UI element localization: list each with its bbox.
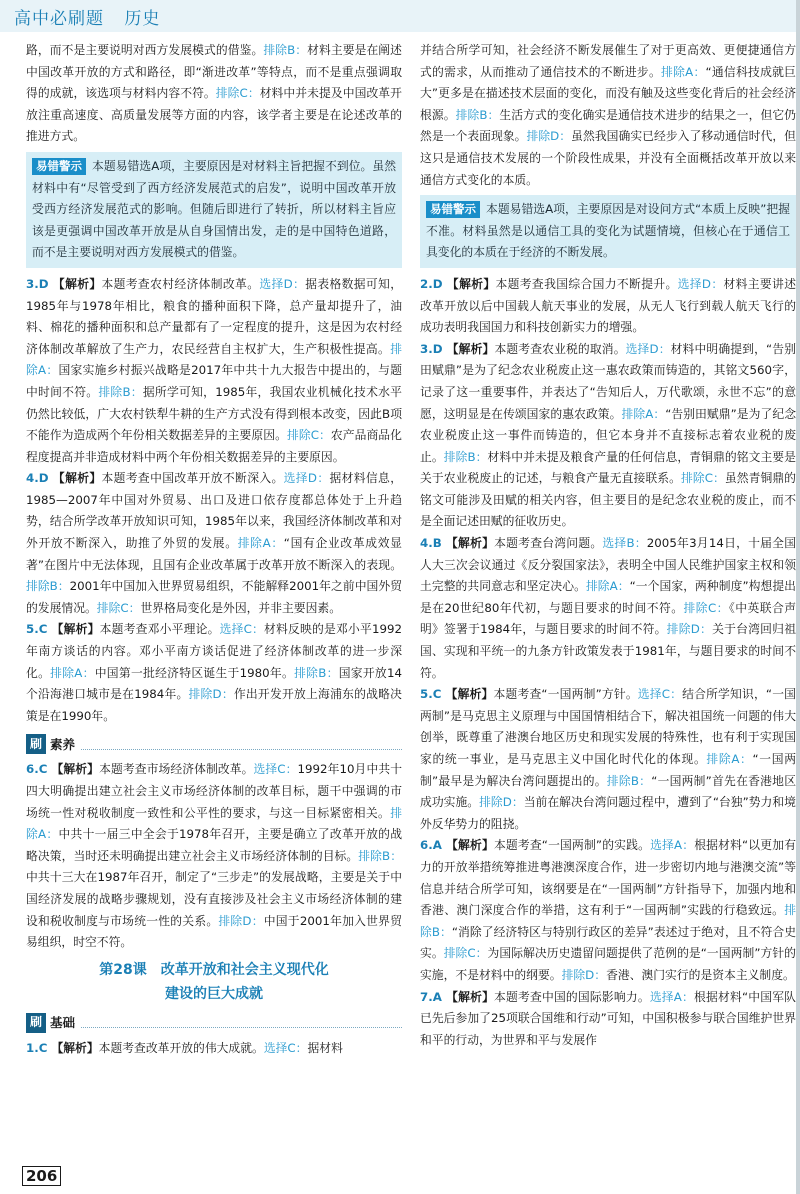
text-run: 本题考查改革开放的伟大成就。 bbox=[98, 1040, 264, 1055]
text-run: 据材料信息，1985—2007年中国对外贸易、出口及进口依存度都总体处于上升趋势，结合所学改革开放知识可知，1985年以来，我国经济体制改革和对外开放不断深入，助推了外贸的发展。 bbox=[26, 471, 402, 551]
text-run: “一国两制”首先在香港地区成功实施。 bbox=[420, 773, 796, 810]
text-run: 本题考查我国综合国力不断提升。 bbox=[495, 276, 678, 291]
option-marker: 排除D： bbox=[188, 687, 234, 702]
text-run: 关于台湾回归祖国、实现和平统一的九条方针政策发表于1981年，与题目要求的时间不符。 bbox=[420, 622, 796, 680]
analysis-label: 【解析】 bbox=[442, 341, 495, 356]
text-run: 路，而不是主要说明对西方发展模式的借鉴。 bbox=[26, 43, 264, 57]
lesson-title-line1: 第28课 改革开放和社会主义现代化 bbox=[99, 961, 329, 978]
section-label: 素养 bbox=[50, 736, 76, 752]
option-marker: 排除B： bbox=[443, 449, 488, 464]
option-marker: 排除B： bbox=[26, 579, 70, 594]
option-marker: 排除D： bbox=[561, 967, 607, 982]
book-spine-edge bbox=[796, 0, 800, 1194]
option-marker: 排除B： bbox=[98, 384, 143, 399]
text-run: “告别田赋鼎”是为了纪念农业税废止这一事件而铸造的，但它本身并不直接标志着农业税的废止。 bbox=[420, 406, 796, 464]
option-marker: 排除D： bbox=[526, 129, 572, 144]
option-marker: 排除B： bbox=[358, 848, 402, 863]
answer-paragraph bbox=[420, 40, 796, 191]
analysis-label: 【解析】 bbox=[441, 687, 494, 702]
text-run: 中共十三大在1987年召开，制定了“三步走”的发展战略，主要是关于中国经济发展的战略步骤规划，没有直接涉及社会主义市场经济体制的建设和税收制度与市场统一性的关系。 bbox=[26, 870, 402, 928]
text-run: 本题考查“一国两制”的实践。 bbox=[493, 838, 651, 853]
answer-item-6 bbox=[420, 835, 796, 986]
text-run: 生活方式的变化确实是通信技术进步的结果之一，但它仍然是一个表面现象。 bbox=[420, 107, 796, 144]
text-run: 结合所学知识，“一国两制”是马克思主义原理与中国国情相结合下，解决祖国统一问题的伟大创举，既尊重了港澳台地区历史和现实发展的特殊性，也有利于实现国家的统一事业，是马克思主义中国化时代化的体现。 bbox=[420, 687, 796, 766]
section-label: 基础 bbox=[50, 1014, 76, 1030]
analysis-label: 【解析】 bbox=[441, 838, 494, 853]
text-run: 本题考查“一国两制”方针。 bbox=[493, 687, 638, 702]
option-marker: 排除C： bbox=[96, 600, 141, 615]
text-run: 据表格数据可知，1985年与1978年相比，粮食的播种面积下降，总产量却提升了，油料、棉花的播种面积和总产量都有了一定程度的提升，这是因为农村经济体制改革解放了生产力，农民经营自主权扩大，生产积极性提高。 bbox=[26, 276, 402, 356]
option-marker: 选择C： bbox=[637, 687, 683, 702]
text-run: “一个国家，两种制度”构想提出是在20世纪80年代初，与题目要求的时间不符。 bbox=[420, 579, 796, 615]
option-marker: 排除B： bbox=[455, 107, 500, 122]
warning-tag: 易错警示 bbox=[32, 158, 86, 175]
analysis-label: 【解析】 bbox=[47, 622, 100, 637]
option-marker: 排除D： bbox=[218, 913, 264, 928]
text-run: 根据材料“中国军队已先后参加了25项联合国维和行动”可知，中国积极参与联合国维护世界和平的行动，为世界和平与发展作 bbox=[420, 989, 796, 1047]
text-run: 农产品商品化程度提高并非造成材料中两个年份相关数据差异的主要原因。 bbox=[26, 428, 402, 464]
text-run: 中国第一批经济特区诞生于1980年。 bbox=[94, 665, 295, 680]
answer-item-7 bbox=[420, 987, 796, 1052]
question-number: 6.C bbox=[26, 762, 48, 777]
analysis-label: 【解析】 bbox=[47, 762, 100, 777]
question-number: 6.A bbox=[420, 838, 442, 853]
text-run: “国有企业改革成效显著”在图片中无法体现，且国有企业改革属于改革开放不断深入的表现。 bbox=[26, 536, 402, 572]
option-marker: 排除A： bbox=[237, 536, 284, 551]
left-column bbox=[26, 40, 402, 1059]
text-run: 本题考查农村经济体制改革。 bbox=[101, 276, 260, 291]
right-column bbox=[420, 40, 796, 1051]
option-marker: 排除B： bbox=[606, 773, 652, 788]
text-run: 为国际解决历史遗留问题提供了范例的是“一国两制”方针的实施，不是材料中的纲要。 bbox=[420, 946, 796, 982]
option-marker: 排除D： bbox=[479, 795, 524, 810]
answer-item-4 bbox=[26, 468, 402, 619]
answer-item-3 bbox=[26, 274, 402, 468]
text-run: 材料中并未提及粮食产量的任何信息，青铜鼎的铭文主要是关于农业税废止的记述，与粮食产量无直接联系。 bbox=[420, 449, 796, 486]
answer-item-3 bbox=[420, 339, 796, 533]
text-run: 中国于2001年加入世界贸易组织，时空不符。 bbox=[26, 913, 402, 950]
option-marker: 排除C： bbox=[215, 86, 260, 101]
question-number: 5.C bbox=[420, 687, 442, 702]
question-number: 7.A bbox=[420, 989, 442, 1004]
text-run: 本题考查邓小平理论。 bbox=[99, 622, 220, 637]
page-header bbox=[14, 4, 174, 29]
text-run: 2005年3月14日，十届全国人大三次会议通过《反分裂国家法》，表明全中国人民维护国家主权和领土完整的共同意志和坚定决心。 bbox=[420, 536, 797, 594]
option-marker: 选择D： bbox=[677, 276, 724, 291]
analysis-label: 【解析】 bbox=[48, 471, 102, 486]
answer-item-1 bbox=[26, 1038, 402, 1060]
question-number: 2.D bbox=[420, 276, 443, 291]
option-marker: 选择D： bbox=[625, 341, 671, 356]
option-marker: 选择C： bbox=[253, 762, 298, 777]
text-run: 虽然青铜鼎的铭文可能涉及田赋的相关内容，但主要目的是纪念农业税的废止，而不是全面记述田赋的征收历史。 bbox=[420, 471, 796, 529]
answer-item-5 bbox=[26, 619, 402, 727]
answer-item-5 bbox=[420, 684, 796, 835]
option-marker: 选择A： bbox=[650, 838, 695, 853]
warning-tag: 易错警示 bbox=[426, 201, 480, 218]
text-run: 材料主要讲述改革开放以后中国载人航天事业的发展，从无人飞行到载人航天飞行的成功表明我国国力和科技创新实力的增强。 bbox=[420, 276, 796, 335]
text-run: “一国两制”最早是为解决台湾问题提出的。 bbox=[420, 752, 796, 788]
answer-item-6 bbox=[26, 759, 402, 953]
option-marker: 选择C： bbox=[263, 1040, 308, 1055]
option-marker: 排除A： bbox=[26, 341, 402, 378]
text-run: 当前在解决台湾问题过程中，遭到了“台独”势力和境外反华势力的阻挠。 bbox=[420, 795, 796, 831]
question-number: 3.D bbox=[26, 276, 49, 291]
dotted-divider bbox=[81, 739, 402, 750]
option-marker: 排除B： bbox=[294, 665, 339, 680]
section-header-jichu bbox=[26, 1012, 402, 1034]
question-number: 4.B bbox=[420, 536, 442, 551]
option-marker: 排除A： bbox=[661, 64, 706, 79]
text-run: 据材料 bbox=[307, 1040, 343, 1055]
analysis-label: 【解析】 bbox=[442, 276, 496, 291]
analysis-label: 【解析】 bbox=[441, 536, 495, 551]
option-marker: 排除A： bbox=[706, 752, 753, 766]
text-run: 材料中并未提及中国改革开放注重高速度、高质量发展等方面的内容，该学者主要是在论述改革的推进方式。 bbox=[26, 86, 402, 144]
analysis-label: 【解析】 bbox=[441, 989, 495, 1004]
text-run: 中共十一届三中全会于1978年召开，主要是确立了改革开放的战略决策，当时还未明确提出建立社会主义市场经济体制的目标。 bbox=[26, 827, 402, 863]
warning-text: 本题易错选A项，主要原因是对设问方式“本质上反映”把握不准。材料虽然是以通信工具的变化为试题情境，但核心在于通信工具变化的本质在于经济的不断发展。 bbox=[426, 202, 790, 260]
option-marker: 排除A： bbox=[585, 579, 630, 594]
option-marker: 选择B： bbox=[602, 536, 647, 551]
option-marker: 排除C： bbox=[443, 946, 488, 961]
question-number: 5.C bbox=[26, 622, 48, 637]
text-run: 本题考查中国改革开放不断深入。 bbox=[101, 471, 284, 486]
text-run: 作出开发开放上海浦东的战略决策是在1990年。 bbox=[26, 687, 402, 723]
error-warning-box bbox=[420, 195, 796, 268]
option-marker: 排除C： bbox=[683, 600, 729, 615]
option-marker: 排除A： bbox=[26, 805, 402, 842]
option-marker: 选择C： bbox=[219, 622, 265, 637]
analysis-label: 【解析】 bbox=[47, 1040, 99, 1055]
option-marker: 排除B： bbox=[420, 903, 796, 939]
text-run: 1992年10月中共十四大明确提出建立社会主义市场经济体制的改革目标，题干中强调的市场统一性对税收制度一致性和公平性的要求，与这一目标紧密相关。 bbox=[26, 762, 402, 820]
error-warning-box bbox=[26, 152, 402, 268]
text-run: 本题考查中国的国际影响力。 bbox=[494, 989, 650, 1004]
answer-item-4 bbox=[420, 533, 796, 684]
text-run: 材料反映的是邓小平1992年南方谈话的内容。邓小平南方谈话促进了经济体制改革的进一步深化。 bbox=[26, 622, 402, 680]
book-title: 高中必刷题 bbox=[14, 9, 104, 29]
text-run: 并结合所学可知，社会经济不断发展催生了对于更高效、更便捷通信方式的需求，从而推动了通信技术的不断进步。 bbox=[420, 43, 796, 79]
text-run: 据所学可知，1985年，我国农业机械化技术水平仍然比较低，广大农村铁犁牛耕的生产方式没有得到根本改变，因此B项不能作为造成两个年份相关数据差异的主要原因。 bbox=[26, 384, 402, 443]
text-run: 国家实施乡村振兴战略是2017年中共十九大报告中提出的，与题中时间不符。 bbox=[26, 363, 402, 399]
warning-text: 本题易错选A项，主要原因是对材料主旨把握不到位。虽然材料中有“尽管受到了西方经济发展范式的启发”，说明中国改革开放受西方经济发展范式的影响。但随后即进行了转折，所以材料主旨应该是更强调中国改革开放是从自身国情出发，走的是中国特色道路，而不是主要说明对西方发展模式的借鉴。 bbox=[32, 158, 396, 260]
text-run: 材料中明确提到，“告别田赋鼎”是为了纪念农业税废止这一惠农政策而铸造的，其铭文560字，记录了这一重要事件，并表达了“告知后人，万代歌颂，永世不忘”的意愿，这明显是在传颂国家的惠农政策。 bbox=[420, 341, 796, 421]
text-run: “消除了经济特区与特别行政区的差异”表述过于绝对，且不符合史实。 bbox=[420, 924, 796, 961]
option-marker: 排除B： bbox=[263, 43, 308, 57]
text-run: 国家开放14个沿海港口城市是在1984年。 bbox=[26, 665, 402, 702]
text-run: “通信科技成就巨大”更多是在描述技术层面的变化，而没有触及这些变化背后的社会经济根源。 bbox=[420, 64, 796, 122]
option-marker: 排除D： bbox=[666, 622, 713, 637]
text-run: 《中英联合声明》签署于1984年，与题目要求的时间不符。 bbox=[420, 600, 796, 637]
lesson-title bbox=[26, 958, 402, 1006]
question-number: 1.C bbox=[26, 1040, 48, 1055]
text-run: 本题考查台湾问题。 bbox=[494, 536, 603, 551]
analysis-label: 【解析】 bbox=[48, 276, 102, 291]
text-run: 世界格局变化是外因，并非主要因素。 bbox=[140, 600, 341, 615]
question-number: 3.D bbox=[420, 341, 443, 356]
answer-paragraph bbox=[26, 40, 402, 148]
text-run: 2001年中国加入世界贸易组织，不能解释2001年之前中国外贸的发展情况。 bbox=[26, 579, 403, 615]
answer-item-2 bbox=[420, 274, 796, 339]
question-number: 4.D bbox=[26, 471, 49, 486]
option-marker: 排除A： bbox=[621, 406, 666, 421]
text-run: 根据材料“以更加有力的开放举措统筹推进粤港澳深度合作，进一步密切内地与港澳交流”等信息并结合所学可知，该纲要是在“一国两制”方针指导下，加强内地和香港、澳门深度合作的举措，这有利于“一国两制”实践的行稳致远。 bbox=[420, 838, 796, 918]
option-marker: 排除A： bbox=[50, 665, 95, 680]
text-run: 本题考查市场经济体制改革。 bbox=[99, 762, 254, 777]
section-header-suyang bbox=[26, 733, 402, 755]
brush-icon: 刷 bbox=[26, 1013, 46, 1033]
text-run: 虽然我国确实已经步入了移动通信时代，但这只是通信技术发展的一个阶段性成果，并没有全面概括改革开放以来通信方式变化的本质。 bbox=[420, 129, 796, 187]
option-marker: 排除C： bbox=[286, 428, 331, 443]
option-marker: 排除C： bbox=[680, 471, 725, 486]
subject-title: 历史 bbox=[124, 9, 161, 29]
dotted-divider bbox=[81, 1017, 402, 1028]
text-run: 材料主要是在阐述中国改革开放的方式和路径，即“渐进改革”等特点，而不是重点强调取得的成就，该选项与材料内容不符。 bbox=[26, 43, 402, 101]
option-marker: 选择D： bbox=[283, 471, 330, 486]
lesson-title-line2: 建设的巨大成就 bbox=[165, 985, 263, 1002]
option-marker: 选择A： bbox=[649, 989, 695, 1004]
option-marker: 选择D： bbox=[259, 276, 306, 291]
brush-icon: 刷 bbox=[26, 734, 46, 754]
text-run: 本题考查农业税的取消。 bbox=[494, 341, 626, 356]
text-run: 香港、澳门实行的是资本主义制度。 bbox=[606, 967, 795, 982]
page-number: 206 bbox=[22, 1166, 61, 1186]
